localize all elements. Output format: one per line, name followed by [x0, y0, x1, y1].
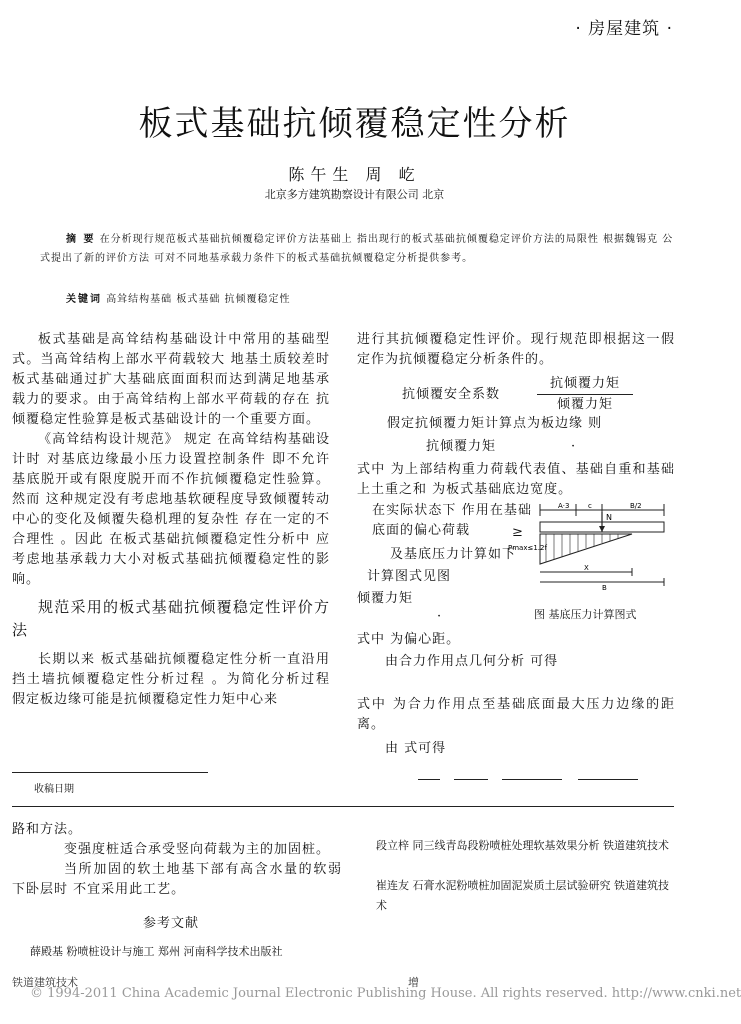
- label-c: c: [588, 502, 592, 510]
- footer-page: 增: [408, 976, 419, 989]
- right-paragraph-1: 进行其抗倾覆稳定性评价。现行规范即根据这一假定作为抗倾覆稳定分析条件的。: [357, 332, 675, 367]
- right-paragraph-10: 式中 为合力作用点至基础底面最大压力边缘的距离。: [357, 697, 675, 732]
- blank-line-1: [418, 779, 440, 780]
- left-paragraph-3: 长期以来 板式基础抗倾覆稳定性分析一直沿用挡土墙抗倾覆稳定性分析过程 。为简化分析过程 假定板边缘可能是抗倾覆稳定性力矩中心来: [12, 652, 330, 707]
- affiliation: 北京多方建筑勘察设计有限公司 北京: [264, 188, 445, 201]
- equation-2: 抗倾覆力矩: [426, 439, 497, 454]
- article-title: 板式基础抗倾覆稳定性分析: [138, 104, 571, 144]
- equation-label: 抗倾覆安全系数: [402, 387, 501, 402]
- references-title: 参考文献: [143, 916, 200, 931]
- reference-3: 崔连友 石膏水泥粉喷桩加固泥炭质土层试验研究 铁道建筑技术: [376, 879, 669, 912]
- abstract: [40, 230, 675, 268]
- right-paragraph-5: 及基底压力计算如下: [390, 547, 517, 562]
- reference-1: 薛殿基 粉喷桩设计与施工 郑州 河南科学技术出版社: [30, 945, 283, 958]
- bottom-paragraph-1: 路和方法。: [12, 822, 83, 837]
- blank-line-2: [454, 779, 488, 780]
- right-paragraph-8: 式中 为偏心距。: [357, 632, 461, 647]
- left-paragraph-2: 《高耸结构设计规范》 规定 在高耸结构基础设计时 对基底边缘最小压力设置控制条件 即不允许基底脱开或有限度脱开而不作抗倾覆稳定性验算。然而 这种规定没有考虑地基软硬程度导致倾覆转动中心的变化及倾覆失稳机理的复杂性 存在一定的不合理性 。因此 在板式基础抗倾覆稳定性分析中 应考虑地基承载力大小对板式基础抗倾覆稳定性的影响。: [12, 432, 330, 587]
- bottom-paragraph-2: 变强度桩适合承受竖向荷载为主的加固桩。: [64, 842, 331, 857]
- right-paragraph-7: 倾覆力矩: [357, 591, 414, 606]
- right-paragraph-9: 由合力作用点几何分析 可得: [385, 654, 559, 669]
- right-paragraph-4: 在实际状态下 作用在基础底面的偏心荷载: [372, 503, 532, 538]
- fraction-denominator: 倾覆力矩: [556, 397, 613, 412]
- page-divider: [12, 806, 674, 807]
- blank-line-4: [578, 779, 638, 780]
- authors: 陈午生 周 屹: [288, 165, 421, 184]
- keywords-label: 关键词: [66, 294, 102, 305]
- label-b: B: [602, 584, 607, 592]
- blank-line-3: [502, 779, 562, 780]
- equation-bullet: ·: [571, 439, 577, 454]
- left-paragraph-1: 板式基础是高耸结构基础设计中常用的基础型式。当高耸结构上部水平荷载较大 地基土质较差时 板式基础通过扩大基础底面面积而达到满足地基承载力的要求。由于高耸结构上部水平荷载的存在 抗倾覆稳定性验算是板式基础设计的一个重要方面。: [12, 332, 330, 427]
- pressure-diagram: [508, 498, 682, 592]
- right-paragraph-6: 计算图式见图: [367, 569, 452, 584]
- left-column: [12, 330, 330, 710]
- label-a: A·3: [558, 502, 570, 510]
- right-paragraph-11: 由 式可得: [385, 741, 447, 756]
- section-tag: · 房屋建筑 ·: [575, 19, 673, 39]
- right-paragraph-3: 式中 为上部结构重力荷载代表值、基础自重和基础上土重之和 为板式基础底边宽度。: [357, 462, 675, 497]
- reference-2: 段立梓 同三线青岛段粉喷桩处理软基效果分析 铁道建筑技术: [376, 839, 669, 852]
- footer-journal: 铁道建筑技术: [12, 976, 78, 989]
- label-b2: B/2: [630, 502, 642, 510]
- copyright: © 1994-2011 China Academic Journal Electronic Publishing House. All rights reserved. http://www.cnki.net: [30, 986, 741, 1001]
- label-n: N: [606, 513, 612, 522]
- bottom-left: [12, 820, 342, 900]
- label-pmax: Pmax≤1.2f: [508, 544, 547, 552]
- footnote-rule: [12, 772, 208, 773]
- abstract-label: 摘 要: [66, 234, 96, 245]
- right-paragraph-2: 假定抗倾覆力矩计算点为板边缘 则: [387, 416, 603, 431]
- figure-caption: 图 基底压力计算图式: [534, 608, 637, 621]
- fraction: [537, 374, 633, 415]
- keywords-text: 高耸结构基础 板式基础 抗倾覆稳定性: [106, 294, 291, 305]
- footnote: 收稿日期: [34, 784, 74, 795]
- ge-symbol: ≥: [512, 525, 524, 540]
- bottom-paragraph-3: 当所加固的软土地基下部有高含水量的软弱下卧层时 不宜采用此工艺。: [12, 862, 342, 897]
- label-x: X: [584, 564, 589, 572]
- bullet-2: ·: [437, 609, 443, 624]
- fraction-numerator: 抗倾覆力矩: [537, 374, 633, 395]
- abstract-text: 在分析现行规范板式基础抗倾覆稳定评价方法基础上 指出现行的板式基础抗倾覆稳定评价方法的局限性 根据魏锡克 公式提出了新的评价方法 可对不同地基承载力条件下的板式基础抗倾覆稳定分析提供参考。: [40, 234, 674, 264]
- section-heading: 规范采用的板式基础抗倾覆稳定性评价方法: [12, 598, 330, 639]
- keywords: [66, 290, 291, 305]
